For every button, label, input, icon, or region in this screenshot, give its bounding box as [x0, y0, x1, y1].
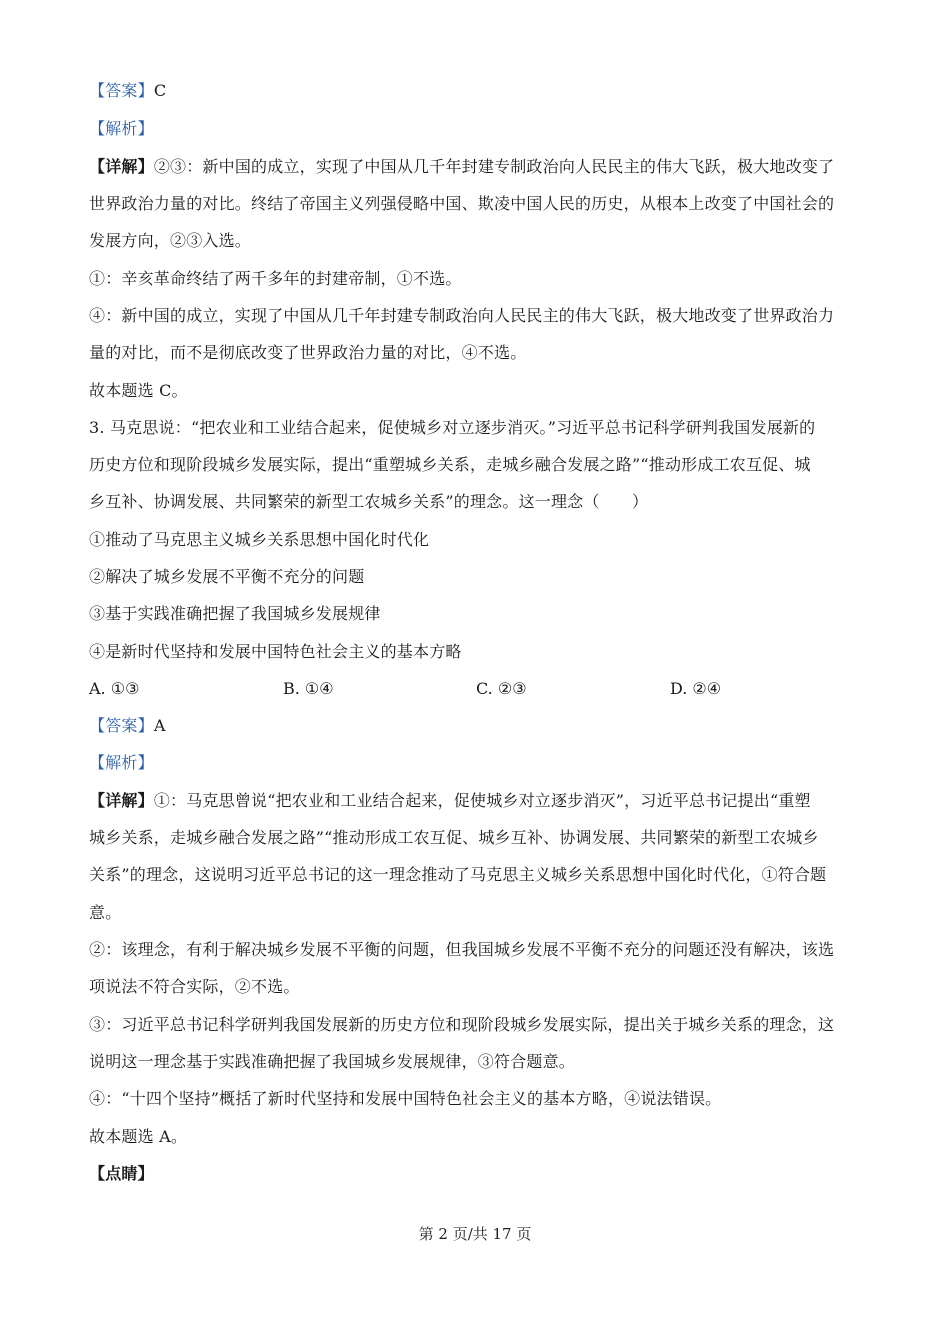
- conclusion-line: 故本题选 A。: [89, 1127, 188, 1146]
- text-line: ④：“十四个坚持”概括了新时代坚持和发展中国特色社会主义的基本方略，④说法错误。: [89, 1089, 722, 1108]
- text-line: ②：该理念，有利于解决城乡发展不平衡的问题，但我国城乡发展不平衡不充分的问题还没有解决，该选: [89, 940, 835, 959]
- text-line: ③：习近平总书记科学研判我国发展新的历史方位和现阶段城乡发展实际，提出关于城乡关系的理念，这: [89, 1015, 835, 1034]
- statement-3: ③基于实践准确把握了我国城乡发展规律: [89, 604, 381, 623]
- detail-text: ②③：新中国的成立，实现了中国从几千年封建专制政治向人民民主的伟大飞跃，极大地改变了: [153, 157, 835, 176]
- detail-tag: 【详解】: [89, 791, 154, 810]
- detail-text: ①：马克思曾说“把农业和工业结合起来，促使城乡对立逐步消灭”，习近平总书记提出“重塑: [153, 791, 811, 810]
- answer-line-2: [89, 716, 869, 736]
- answer-value: A: [153, 716, 166, 735]
- option-d: D. ②④: [670, 679, 722, 698]
- text-line: ④：新中国的成立，实现了中国从几千年封建专制政治向人民民主的伟大飞跃，极大地改变了世界政治力: [89, 306, 835, 325]
- analysis-heading-1: [89, 119, 869, 139]
- page-footer: 第 2 页/共 17 页: [418, 1225, 532, 1243]
- conclusion-line: 故本题选 C。: [89, 381, 188, 400]
- statement-4: ④是新时代坚持和发展中国特色社会主义的基本方略: [89, 642, 462, 661]
- text-line: 世界政治力量的对比。终结了帝国主义列强侵略中国、欺凌中国人民的历史，从根本上改变了中国社会的: [89, 194, 835, 213]
- text-line: 意。: [89, 903, 122, 922]
- option-a: A. ①③: [89, 679, 140, 698]
- text-line: 城乡关系，走城乡融合发展之路”“推动形成工农互促、城乡互补、协调发展、共同繁荣的新型工农城乡: [89, 828, 819, 847]
- answer-value: C: [153, 81, 167, 100]
- question-3-stem: 3. 马克思说：“把农业和工业结合起来，促使城乡对立逐步消灭。”习近平总书记科学研判我国发展新的: [89, 418, 816, 437]
- text-line: 发展方向，②③入选。: [89, 231, 252, 250]
- option-b: B. ①④: [283, 679, 334, 698]
- statement-1: ①推动了马克思主义城乡关系思想中国化时代化: [89, 530, 430, 549]
- text-line: 历史方位和现阶段城乡发展实际，提出“重塑城乡关系，走城乡融合发展之路”“推动形成工农互促、城: [89, 455, 811, 474]
- option-c: C. ②③: [476, 679, 527, 698]
- answer-line-1: [89, 81, 869, 101]
- detail-line-2: [89, 791, 869, 811]
- detail-tag: 【详解】: [89, 157, 154, 176]
- statement-2: ②解决了城乡发展不平衡不充分的问题: [89, 567, 365, 586]
- text-line: 说明这一理念基于实践准确把握了我国城乡发展规律，③符合题意。: [89, 1052, 576, 1071]
- analysis-heading-2: [89, 753, 869, 773]
- comment-heading: [89, 1164, 869, 1184]
- text-line: 项说法不符合实际，②不选。: [89, 977, 300, 996]
- analysis-tag: 【解析】: [89, 119, 154, 138]
- detail-line-1: [89, 157, 869, 177]
- text-line: ①：辛亥革命终结了两千多年的封建帝制，①不选。: [89, 269, 462, 288]
- text-line: 乡互补、协调发展、共同繁荣的新型工农城乡关系”的理念。这一理念（ ）: [89, 492, 649, 511]
- analysis-tag: 【解析】: [89, 753, 154, 772]
- comment-tag: 【点睛】: [89, 1164, 154, 1183]
- answer-tag: 【答案】: [89, 81, 154, 100]
- text-line: 关系”的理念，这说明习近平总书记的这一理念推动了马克思主义城乡关系思想中国化时代化，①符合题: [89, 865, 827, 884]
- text-line: 量的对比，而不是彻底改变了世界政治力量的对比，④不选。: [89, 343, 527, 362]
- answer-tag: 【答案】: [89, 716, 154, 735]
